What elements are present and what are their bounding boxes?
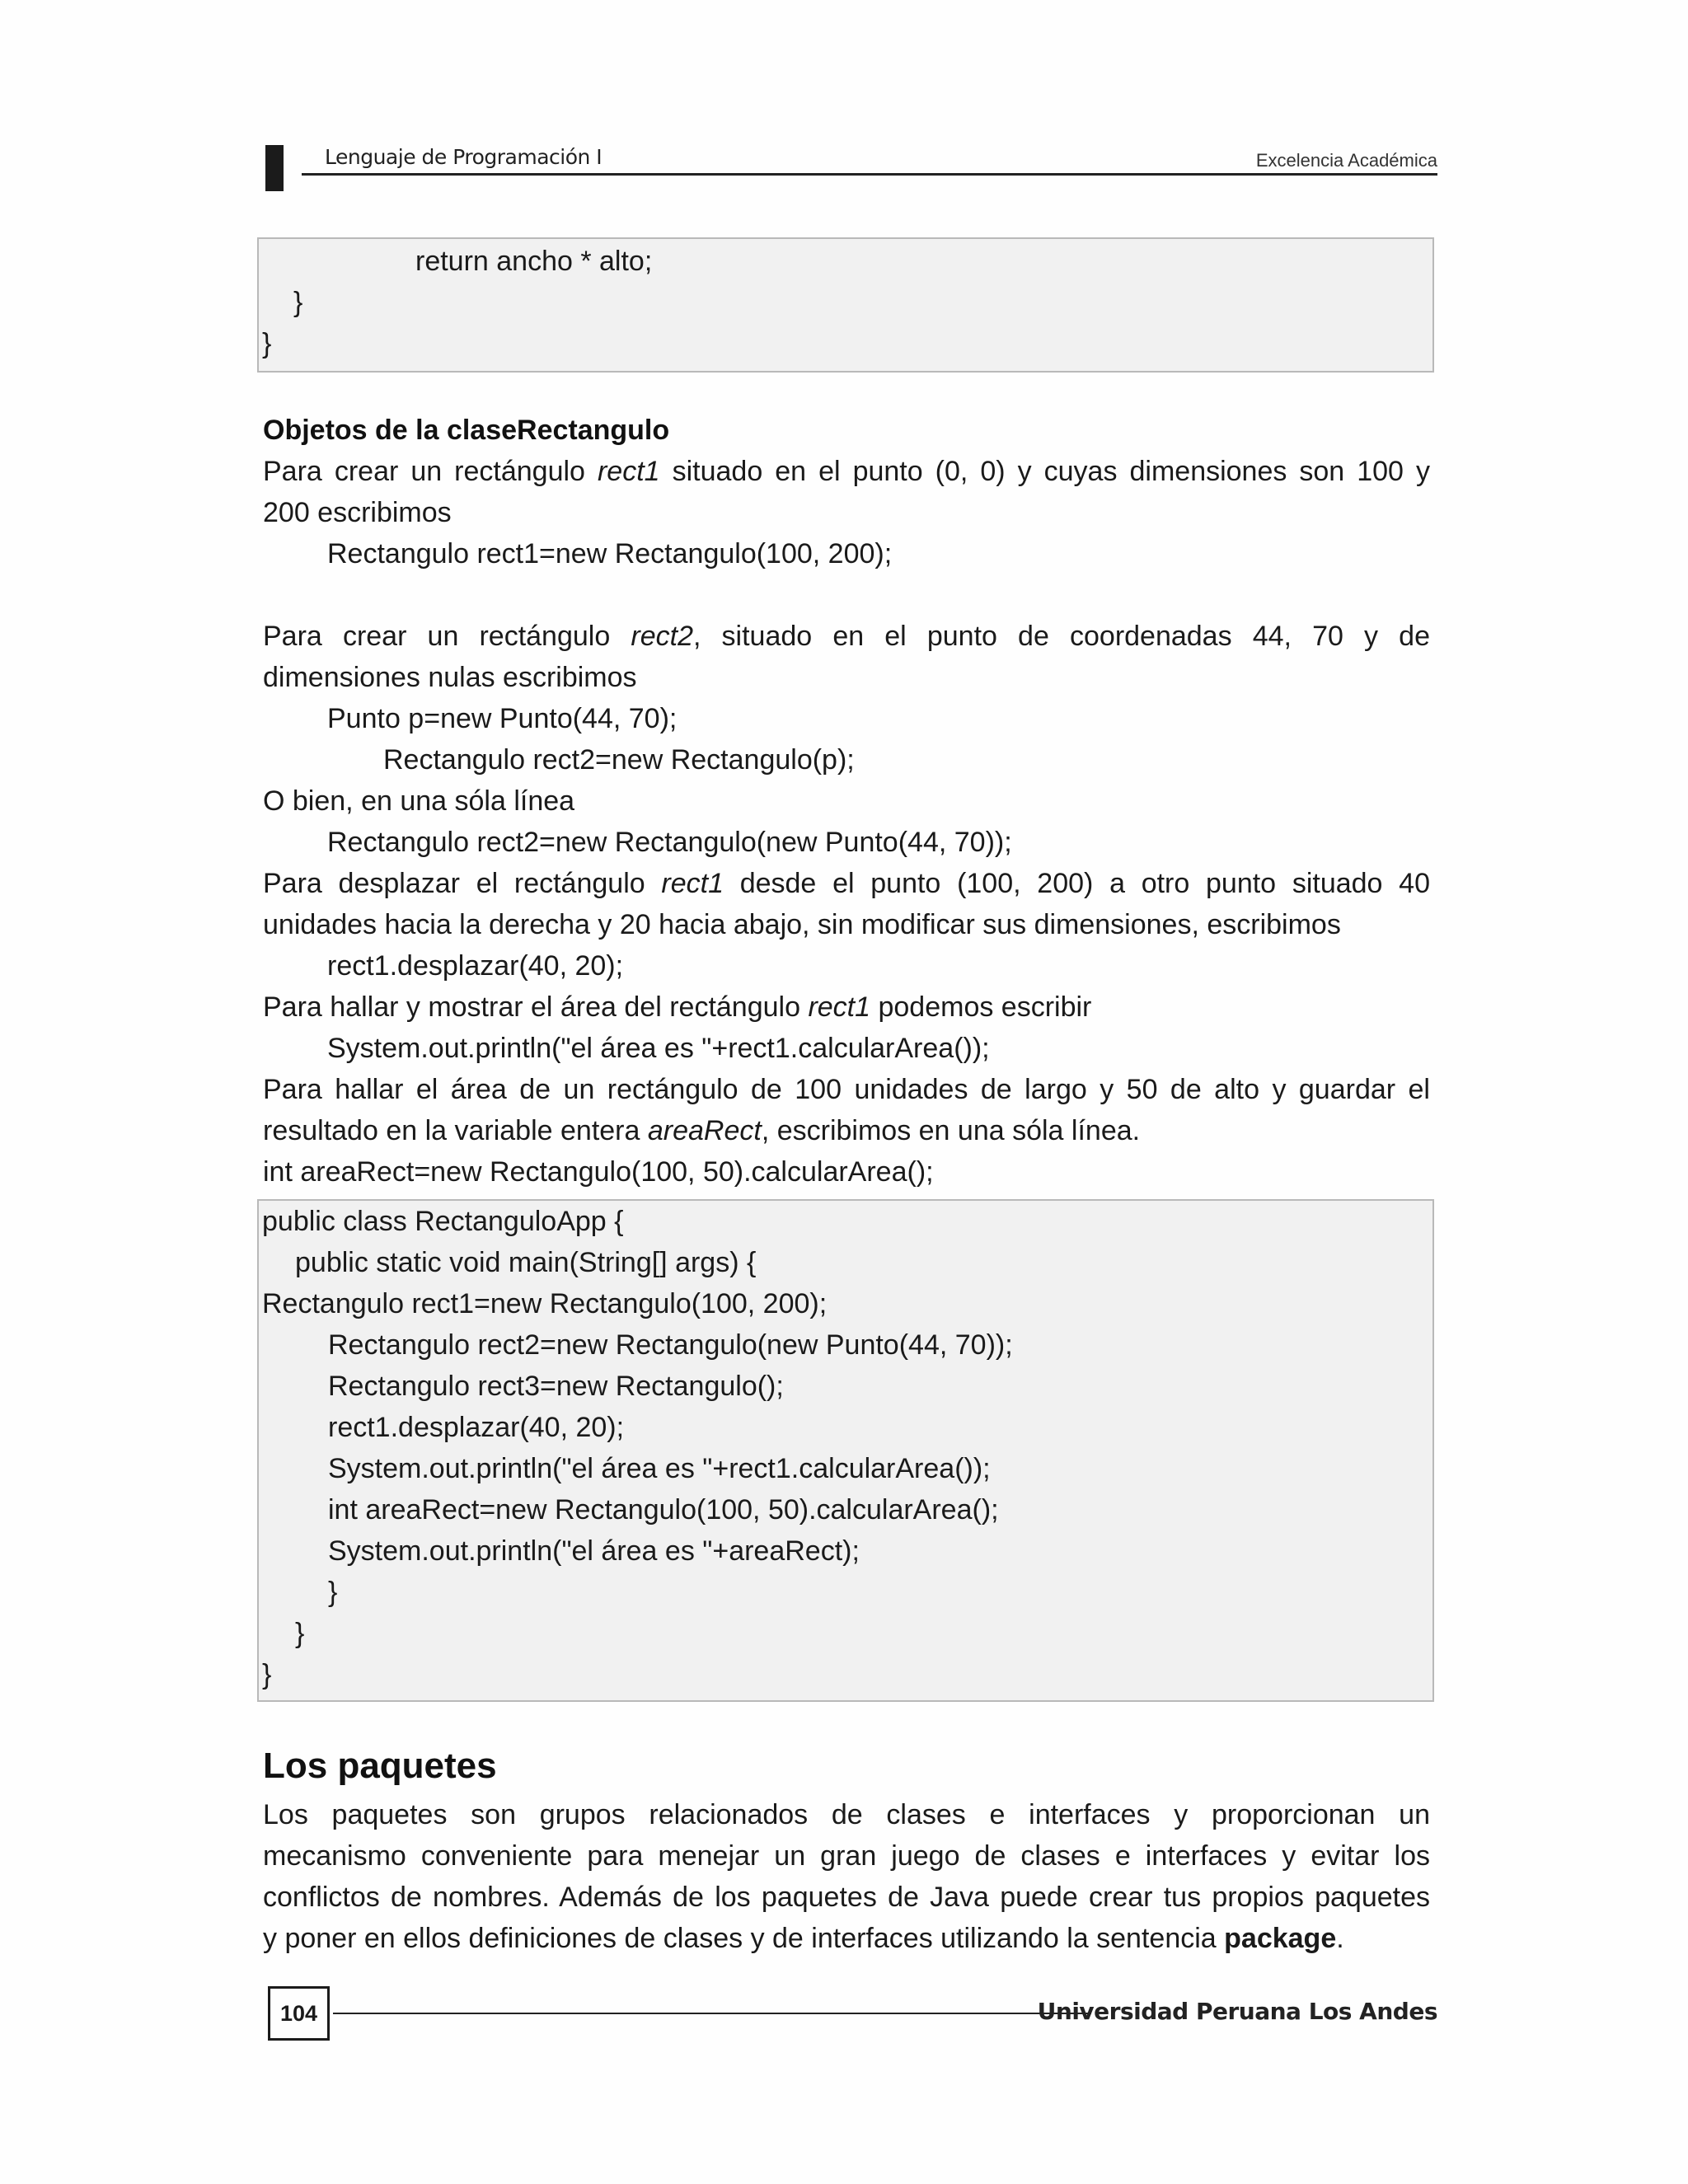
code-line: int areaRect=new Rectangulo(100, 50).calcularArea(); (328, 1494, 999, 1526)
footer-rule (333, 2013, 1091, 2014)
header-marker (265, 145, 284, 191)
code-line: public static void main(String[] args) { (295, 1247, 757, 1278)
code-line: } (293, 287, 303, 318)
code-line: } (295, 1618, 305, 1649)
header-course-title: Lenguaje de Programación I (325, 145, 603, 169)
header-rule (302, 173, 1437, 176)
code-block-1 (257, 237, 1434, 373)
code-block-2 (257, 1199, 1434, 1702)
section-heading: Objetos de la claseRectangulo (263, 415, 670, 446)
code-line: } (328, 1577, 338, 1608)
paragraph-line: O bien, en una sóla línea (263, 785, 575, 817)
paragraph-line: unidades hacia la derecha y 20 hacia abajo, sin modificar sus dimensiones, escribimos (263, 909, 1341, 940)
paragraph-line: mecanismo conveniente para menejar un gran juego de clases e interfaces y evitar los (263, 1840, 1430, 1872)
paragraph-line: y poner en ellos definiciones de clases y de interfaces utilizando la sentencia package. (263, 1923, 1344, 1954)
paragraph-line: 200 escribimos (263, 497, 452, 528)
code-inline: Rectangulo rect1=new Rectangulo(100, 200); (327, 538, 893, 569)
code-line: rect1.desplazar(40, 20); (328, 1412, 625, 1443)
paragraph-line: Para crear un rectángulo rect2, situado en el punto de coordenadas 44, 70 y de (263, 621, 1430, 652)
code-line: System.out.println("el área es "+rect1.calcularArea()); (328, 1453, 991, 1484)
code-line: Rectangulo rect3=new Rectangulo(); (328, 1371, 784, 1402)
code-line: Rectangulo rect2=new Rectangulo(new Punto(44, 70)); (328, 1329, 1013, 1361)
header-tagline: Excelencia Académica (1255, 150, 1437, 171)
code-line: } (262, 1659, 272, 1690)
paragraph-line: Para desplazar el rectángulo rect1 desde el punto (100, 200) a otro punto situado 40 (263, 868, 1431, 899)
paragraph-line: Los paquetes son grupos relacionados de clases e interfaces y proporcionan un (263, 1799, 1430, 1830)
code-line: Rectangulo rect1=new Rectangulo(100, 200); (262, 1288, 828, 1319)
page-number: 104 (268, 1986, 330, 2041)
paragraph-line: Para hallar y mostrar el área del rectángulo rect1 podemos escribir (263, 991, 1092, 1023)
code-inline: int areaRect=new Rectangulo(100, 50).calcularArea(); (263, 1156, 934, 1188)
code-line: return ancho * alto; (415, 246, 653, 277)
paragraph-line: conflictos de nombres. Además de los paquetes de Java puede crear tus propios paquetes (263, 1882, 1430, 1913)
paragraph-line: resultado en la variable entera areaRect, escribimos en una sóla línea. (263, 1115, 1141, 1146)
code-inline: rect1.desplazar(40, 20); (327, 950, 624, 982)
code-inline: Rectangulo rect2=new Rectangulo(new Punto(44, 70)); (327, 827, 1012, 858)
paragraph-line: Para hallar el área de un rectángulo de 100 unidades de largo y 50 de alto y guardar el (263, 1074, 1430, 1105)
code-inline: System.out.println("el área es "+rect1.calcularArea()); (327, 1033, 990, 1064)
code-line: public class RectanguloApp { (262, 1206, 624, 1237)
code-inline: Punto p=new Punto(44, 70); (327, 703, 678, 734)
paragraph-line: Para crear un rectángulo rect1 situado en el punto (0, 0) y cuyas dimensiones son 100 y (263, 456, 1430, 487)
code-inline: Rectangulo rect2=new Rectangulo(p); (383, 744, 855, 776)
code-line: System.out.println("el área es "+areaRect); (328, 1535, 860, 1567)
code-line: } (262, 328, 272, 359)
section-heading: Los paquetes (263, 1746, 497, 1786)
paragraph-line: dimensiones nulas escribimos (263, 662, 637, 693)
footer-university: Universidad Peruana Los Andes (1037, 1998, 1437, 2025)
